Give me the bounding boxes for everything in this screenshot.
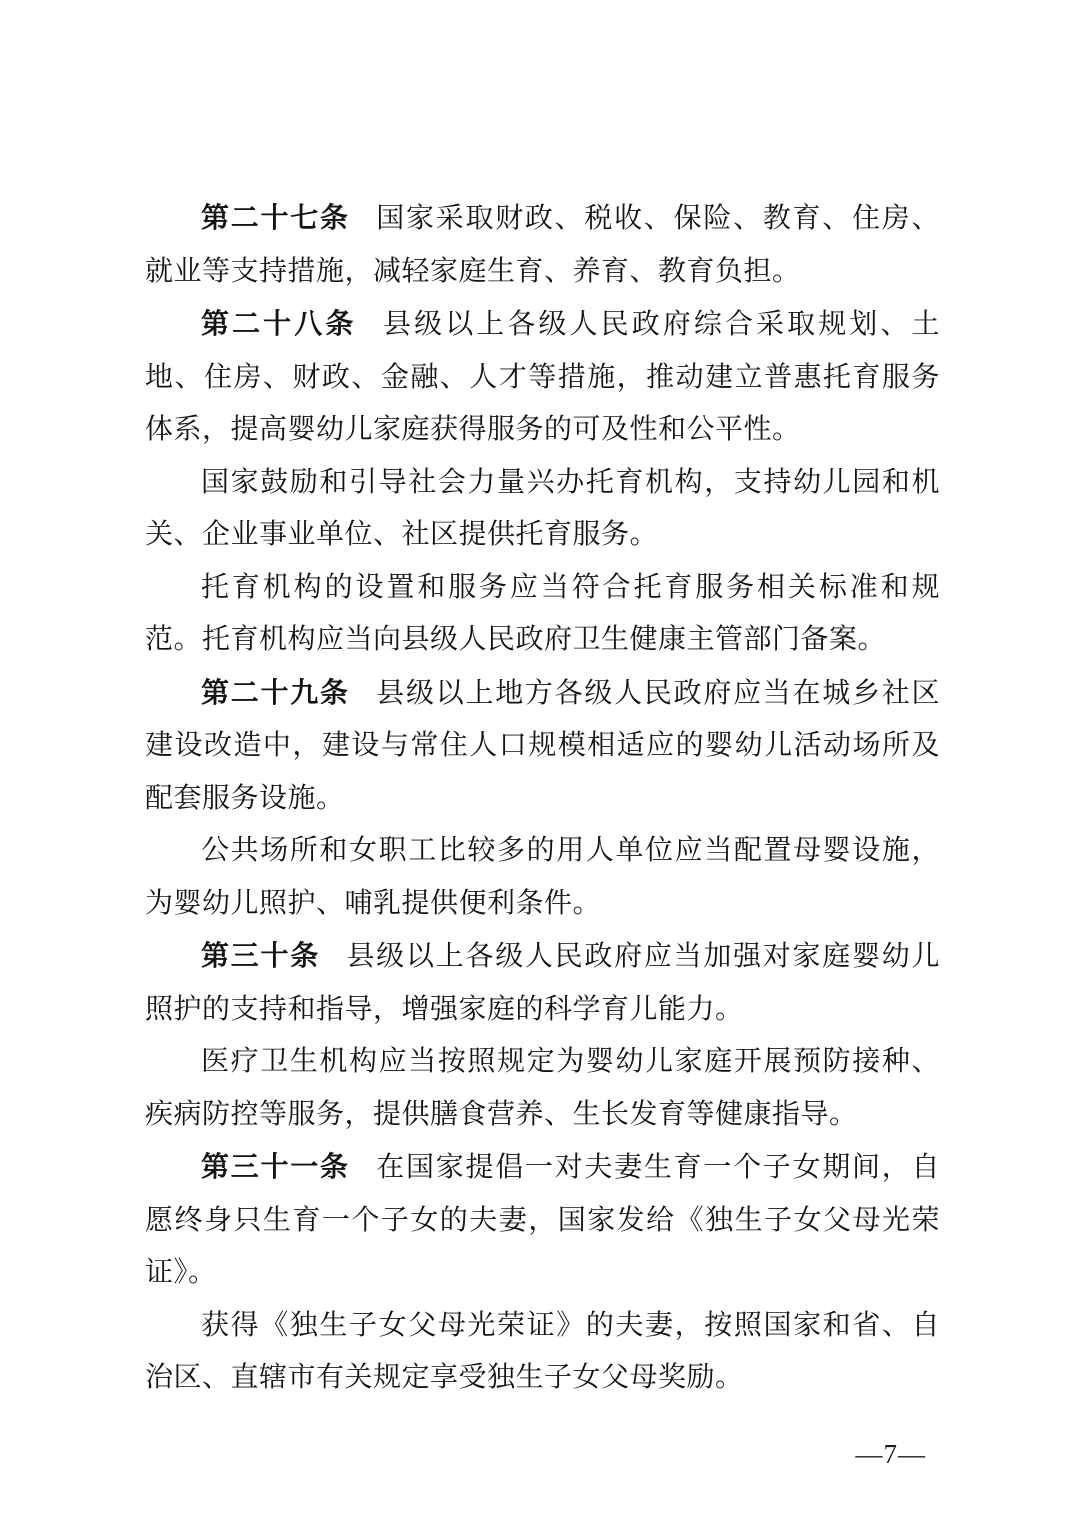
article-paragraph — [145, 930, 940, 1036]
paragraph-text: 获得《独生子女父母光荣证》的夫妻，按照国家和省、自治区、直辖市有关规定享受独生子女父母奖励。 — [145, 1309, 940, 1393]
paragraph-text: 县级以上各级人民政府综合采取规划、土地、住房、财政、金融、人才等措施，推动建立普惠托育服务体系，提高婴幼儿家庭获得服务的可及性和公平性。 — [145, 309, 940, 445]
article-paragraph — [145, 192, 940, 298]
paragraph-text: 县级以上地方各级人民政府应当在城乡社区建设改造中，建设与常住人口规模相适应的婴幼儿活动场所及配套服务设施。 — [145, 677, 940, 814]
article-number-label: 第二十七条 — [201, 202, 350, 233]
paragraph-text: 县级以上各级人民政府应当加强对家庭婴幼儿照护的支持和指导，增强家庭的科学育儿能力。 — [145, 941, 940, 1025]
document-body — [145, 192, 940, 1405]
body-paragraph — [145, 825, 940, 930]
article-paragraph — [145, 1141, 940, 1300]
body-paragraph — [145, 1300, 940, 1405]
paragraph-text: 国家采取财政、税收、保险、教育、住房、就业等支持措施，减轻家庭生育、养育、教育负担。 — [145, 203, 940, 287]
paragraph-text: 国家鼓励和引导社会力量兴办托育机构，支持幼儿园和机关、企业事业单位、社区提供托育服务。 — [145, 466, 940, 550]
article-number-label: 第三十条 — [201, 940, 320, 971]
article-number-label: 第三十一条 — [201, 1151, 350, 1182]
paragraph-text: 在国家提倡一对夫妻生育一个子女期间，自愿终身只生育一个子女的夫妻，国家发给《独生子女父母光荣证》。 — [145, 1152, 940, 1288]
article-paragraph — [145, 667, 940, 826]
article-number-label: 第二十九条 — [201, 676, 350, 708]
paragraph-text: 医疗卫生机构应当按照规定为婴幼儿家庭开展预防接种、疾病防控等服务，提供膳食营养、生长发育等健康指导。 — [145, 1046, 940, 1130]
paragraph-text: 公共场所和女职工比较多的用人单位应当配置母婴设施，为婴幼儿照护、哺乳提供便利条件。 — [145, 835, 940, 919]
page-number: —7— — [855, 1439, 926, 1469]
paragraph-text: 托育机构的设置和服务应当符合托育服务相关标准和规范。托育机构应当向县级人民政府卫生健康主管部门备案。 — [145, 571, 940, 655]
body-paragraph — [145, 457, 940, 562]
body-paragraph — [145, 562, 940, 667]
article-paragraph — [145, 298, 940, 457]
body-paragraph — [145, 1036, 940, 1141]
article-number-label: 第二十八条 — [201, 308, 357, 339]
